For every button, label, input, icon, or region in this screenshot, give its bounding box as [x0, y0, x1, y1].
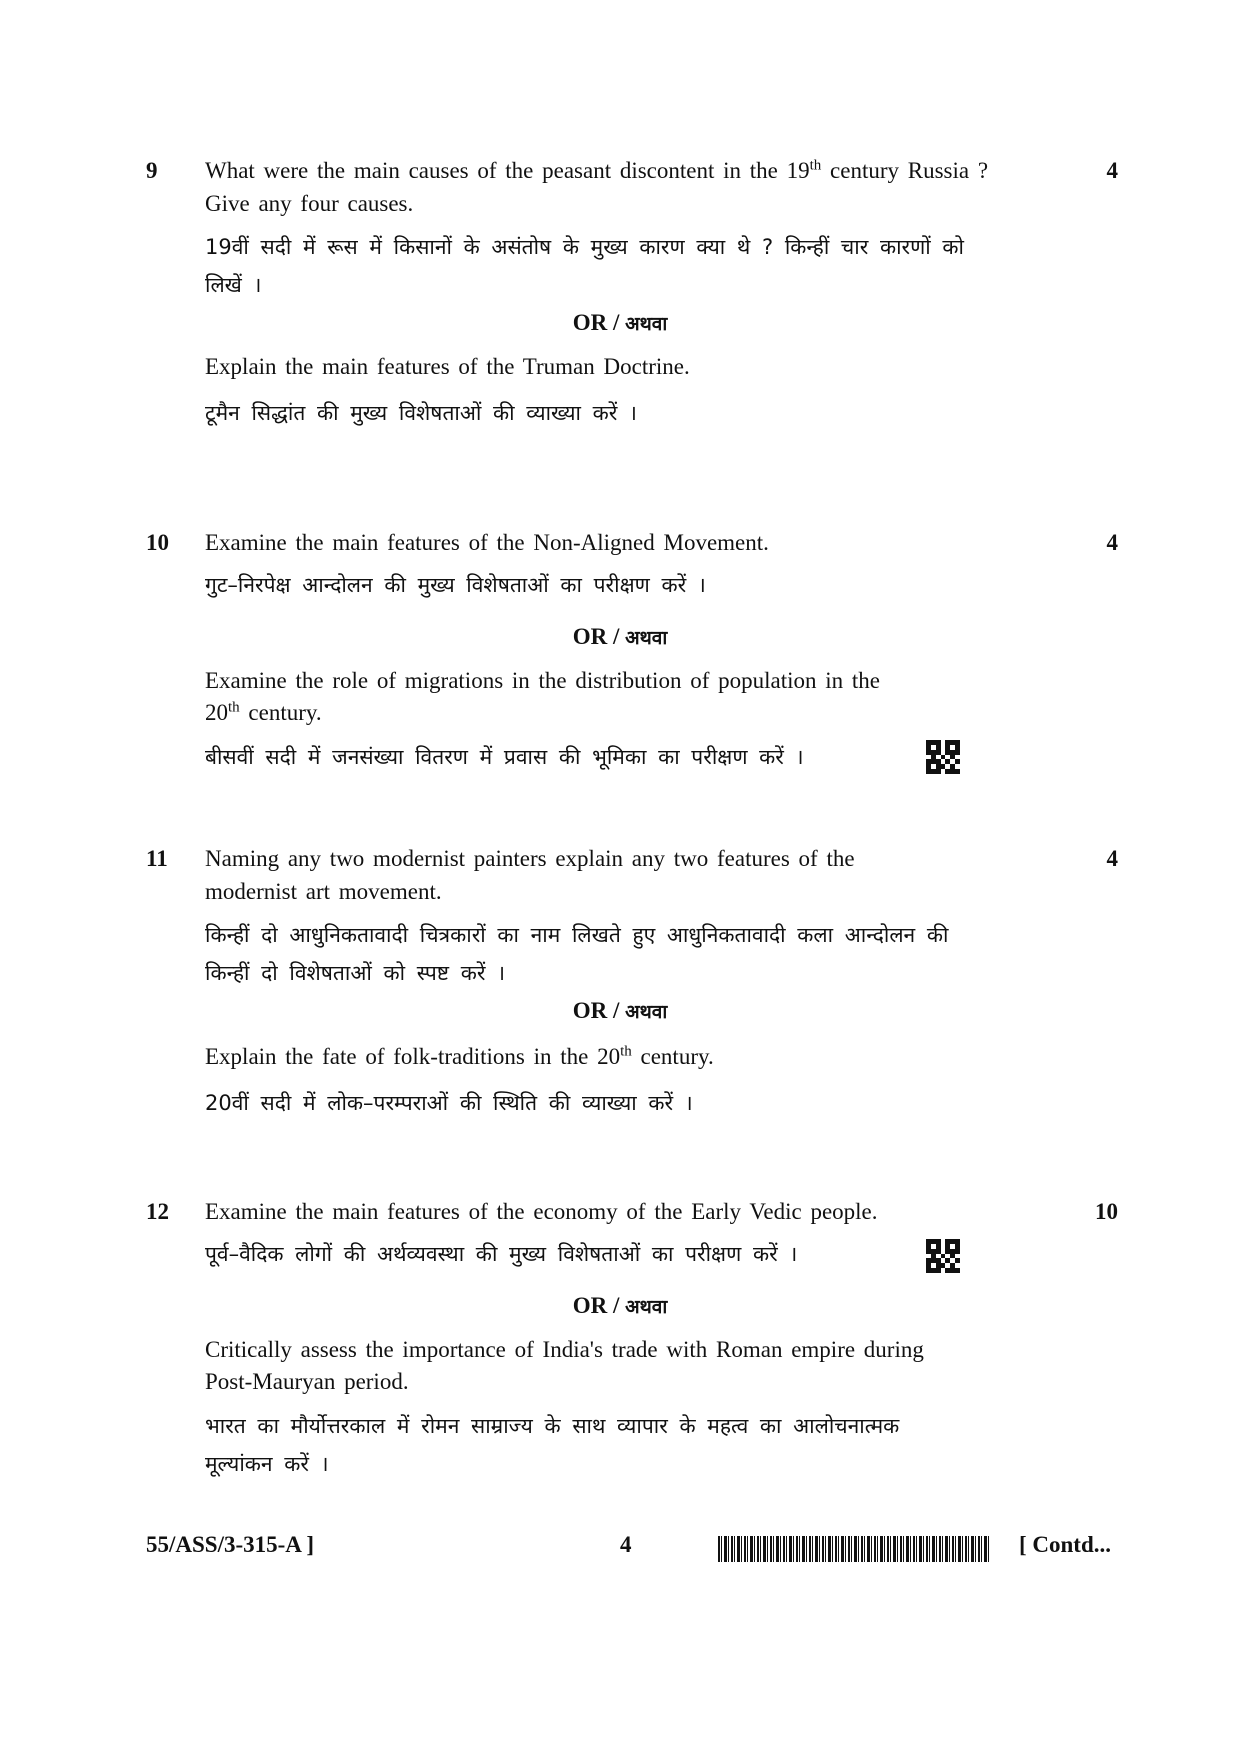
- qr-code-icon: [926, 1239, 960, 1273]
- or-separator: OR / अथवा: [572, 624, 668, 649]
- alternate-question-hi: टूमैन सिद्धांत की मुख्य विशेषताओं की व्याख्या करें ।: [205, 401, 637, 425]
- question-text-en: What were the main causes of the peasant discontent in the 19th century Russia ?: [205, 157, 989, 183]
- question-text-hi: गुट–निरपेक्ष आन्दोलन की मुख्य विशेषताओं का परीक्षण करें ।: [205, 573, 706, 597]
- question-number: 11: [146, 846, 168, 871]
- alternate-question-en-line2: 20th century.: [205, 699, 322, 725]
- barcode-icon: [718, 1536, 990, 1562]
- question-text-en-line2: modernist art movement.: [205, 879, 442, 904]
- alternate-question-hi-line2: मूल्यांकन करें ।: [205, 1452, 329, 1476]
- question-text-hi: 19वीं सदी में रूस में किसानों के असंतोष के मुख्य कारण क्या थे ? किन्हीं चार कारणों को: [205, 235, 964, 259]
- question-text-en-line2: Give any four causes.: [205, 191, 414, 216]
- question-number: 12: [146, 1199, 169, 1224]
- or-separator: OR / अथवा: [572, 310, 668, 335]
- alternate-question-hi: बीसवीं सदी में जनसंख्या वितरण में प्रवास की भूमिका का परीक्षण करें ।: [205, 745, 804, 769]
- qr-code-icon: [926, 740, 960, 774]
- alternate-question-en-line2: Post-Mauryan period.: [205, 1369, 409, 1394]
- continued-label: [ Contd...: [1019, 1532, 1112, 1557]
- question-text-en: Examine the main features of the Non-Aligned Movement.: [205, 530, 769, 555]
- alternate-question-en: Examine the role of migrations in the distribution of population in the: [205, 668, 880, 693]
- question-text-hi: किन्हीं दो आधुनिकतावादी चित्रकारों का नाम लिखते हुए आधुनिकतावादी कला आन्दोलन की: [205, 923, 949, 947]
- alternate-question-en: Explain the fate of folk-traditions in the 20th century.: [205, 1043, 714, 1069]
- alternate-question-en: Explain the main features of the Truman Doctrine.: [205, 354, 690, 379]
- or-separator: OR / अथवा: [572, 998, 668, 1023]
- question-text-hi-line2: किन्हीं दो विशेषताओं को स्पष्ट करें ।: [205, 961, 506, 985]
- question-marks: 4: [1106, 530, 1118, 555]
- paper-code: 55/ASS/3-315-A ]: [146, 1532, 315, 1557]
- alternate-question-hi: 20वीं सदी में लोक–परम्पराओं की स्थिति की व्याख्या करें ।: [205, 1091, 693, 1115]
- or-separator: OR / अथवा: [572, 1293, 668, 1318]
- question-number: 10: [146, 530, 169, 555]
- question-text-en: Naming any two modernist painters explain any two features of the: [205, 846, 855, 871]
- question-text-hi-line2: लिखें ।: [205, 273, 262, 297]
- page-number: 4: [620, 1532, 632, 1557]
- question-number: 9: [146, 158, 158, 183]
- question-text-en: Examine the main features of the economy of the Early Vedic people.: [205, 1199, 878, 1224]
- alternate-question-en: Critically assess the importance of India's trade with Roman empire during: [205, 1337, 924, 1362]
- question-text-hi: पूर्व–वैदिक लोगों की अर्थव्यवस्था की मुख्य विशेषताओं का परीक्षण करें ।: [205, 1242, 798, 1266]
- question-marks: 4: [1106, 158, 1118, 183]
- alternate-question-hi: भारत का मौर्योत्तरकाल में रोमन साम्राज्य के साथ व्यापार के महत्व का आलोचनात्मक: [205, 1414, 900, 1438]
- question-marks: 4: [1106, 846, 1118, 871]
- question-marks: 10: [1095, 1199, 1118, 1224]
